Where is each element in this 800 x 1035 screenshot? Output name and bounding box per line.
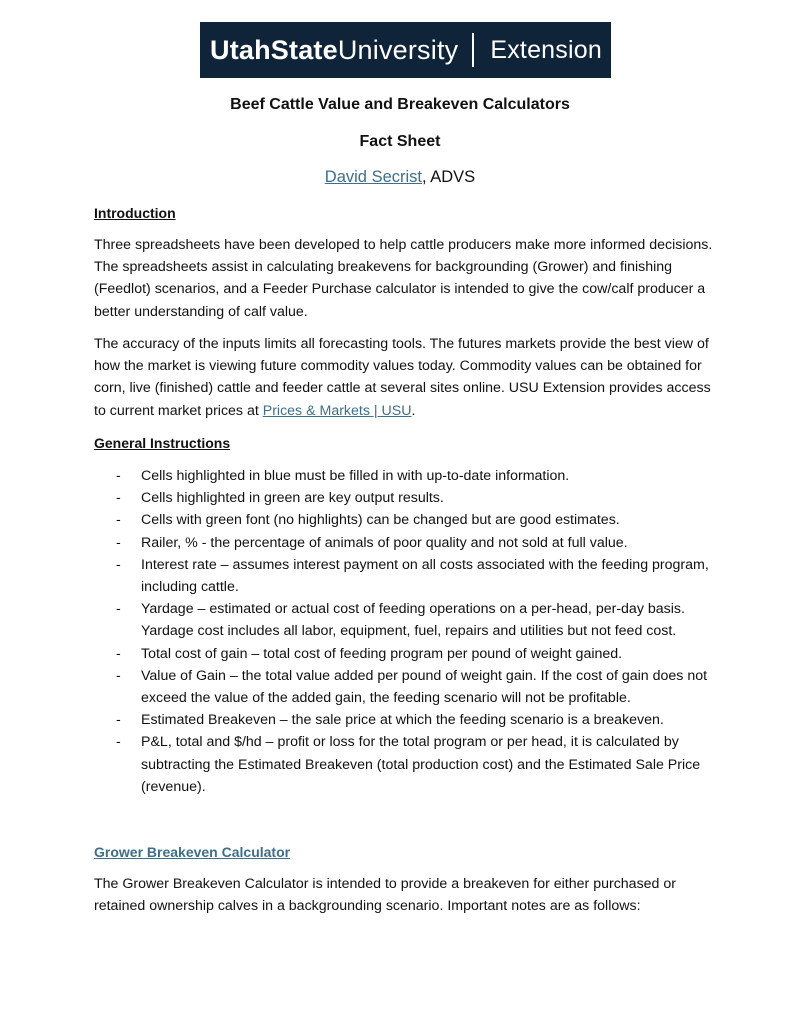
logo-extension: Extension — [490, 35, 602, 64]
list-dash: - — [116, 490, 121, 507]
author-line — [0, 168, 800, 187]
document-title: Beef Cattle Value and Breakeven Calculators — [230, 96, 570, 113]
list-item-text: Railer, % - the percentage of animals of poor quality and not sold at full value. — [141, 534, 628, 551]
list-item-text: Yardage – estimated or actual cost of feeding operations on a per-head, per-day basis. Yardage cost includes all labor, equipment, fuel, repairs and utilities but not feed cost. — [141, 601, 685, 640]
list-item — [94, 509, 714, 531]
author-affiliation: , ADVS — [422, 168, 476, 186]
usu-extension-logo — [200, 22, 611, 78]
list-dash: - — [116, 601, 121, 618]
logo-divider — [472, 33, 474, 67]
grower-calculator-heading-link[interactable]: Grower Breakeven Calculator — [94, 844, 291, 860]
list-item — [94, 532, 714, 554]
list-item — [94, 554, 714, 598]
list-item-text: Cells with green font (no highlights) can be changed but are good estimates. — [141, 512, 620, 529]
general-instructions-heading: General Instructions — [94, 435, 231, 451]
list-dash: - — [116, 667, 121, 684]
prices-markets-link[interactable]: Prices & Markets | USU — [262, 402, 412, 419]
list-item — [94, 465, 714, 487]
list-item — [94, 598, 714, 642]
document-subtitle: Fact Sheet — [359, 133, 441, 150]
list-item — [94, 709, 714, 731]
logo-utahstate: UtahState — [210, 34, 338, 65]
list-item-text: Total cost of gain – total cost of feeding program per pound of weight gained. — [141, 645, 623, 662]
list-item-text: P&L, total and $/hd – profit or loss for the total program or per head, it is calculated by subtracting the Estimated Breakeven (total production cost) and the Estimated Sale Price (revenue). — [141, 734, 701, 795]
list-item-text: Interest rate – assumes interest payment on all costs associated with the feeding program, including cattle. — [141, 556, 709, 596]
list-dash: - — [116, 556, 121, 573]
list-item-text: Cells highlighted in blue must be filled in with up-to-date information. — [141, 468, 570, 484]
list-dash: - — [116, 512, 121, 529]
introduction-paragraph-2 — [94, 333, 714, 422]
list-item — [94, 731, 714, 798]
list-item — [94, 643, 714, 665]
instructions-list — [94, 465, 714, 798]
paragraph-end: . — [411, 402, 416, 419]
logo-university: University — [337, 34, 459, 65]
list-dash: - — [116, 468, 121, 484]
introduction-heading: Introduction — [94, 205, 176, 221]
list-dash: - — [116, 645, 121, 662]
list-item — [94, 665, 714, 709]
list-item-text: Cells highlighted in green are key output results. — [141, 490, 444, 507]
list-dash: - — [116, 712, 121, 729]
list-item — [94, 487, 714, 509]
list-dash: - — [116, 734, 121, 751]
grower-calculator-paragraph: The Grower Breakeven Calculator is intended to provide a breakeven for either purchased or retained ownership calves in a backgrounding scenario. Important notes are as follows: — [94, 876, 677, 915]
introduction-paragraph-1: Three spreadsheets have been developed to help cattle producers make more informed decisions. The spreadsheets assist in calculating breakevens for backgrounding (Grower) and finishing (Feedlot) scenarios, and a Feeder Purchase calculator is intended to give the cow/calf producer a better understanding of calf value. — [94, 237, 713, 320]
author-link[interactable]: David Secrist — [324, 168, 422, 186]
list-dash: - — [116, 534, 121, 551]
paragraph-text: The accuracy of the inputs limits all forecasting tools. The futures markets provide the best view of how the market is viewing future commodity values today. Commodity values can be obtained for corn, live (finished) cattle and feeder cattle at several sites online. USU Extension provides access to current market prices at — [94, 336, 711, 419]
list-item-text: Estimated Breakeven – the sale price at which the feeding scenario is a breakeven. — [141, 712, 664, 729]
list-item-text: Value of Gain – the total value added per pound of weight gain. If the cost of gain does not exceed the value of the added gain, the feeding scenario will not be profitable. — [141, 667, 708, 707]
